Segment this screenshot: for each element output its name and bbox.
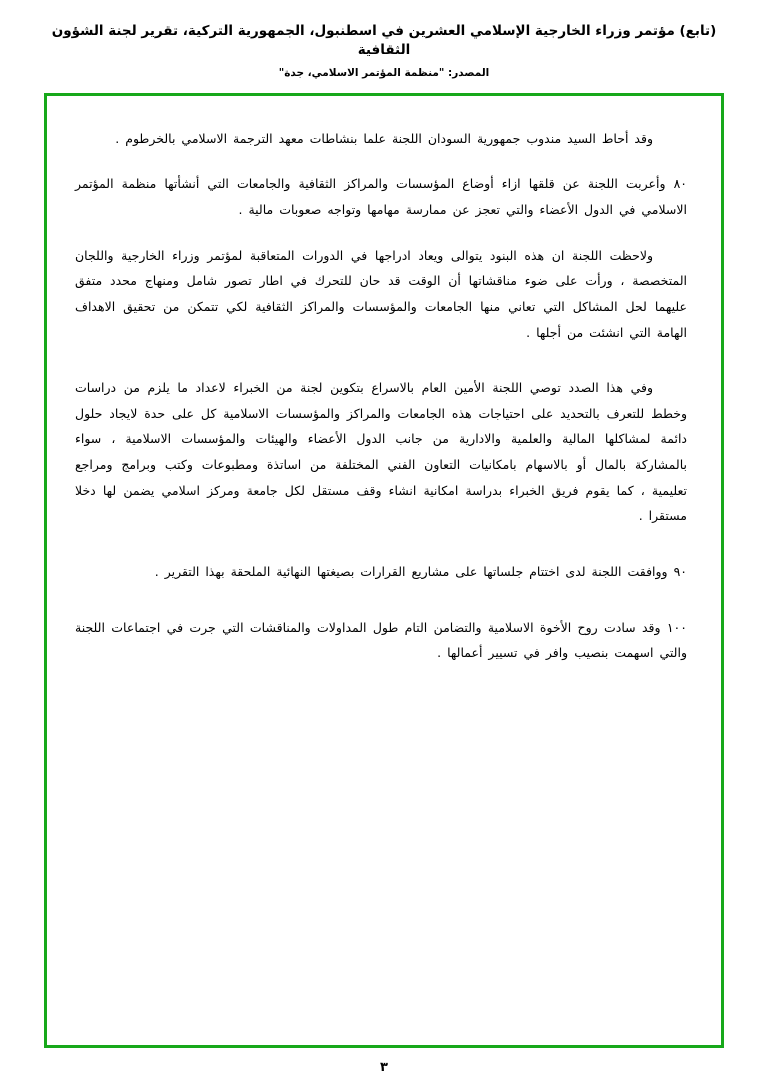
paragraph: ١٠٠ وقد سادت روح الأخوة الاسلامية والتضامن التام طول المداولات والمناقشات التي جرت في اجتماعات اللجنة والتي اسهمت بنصيب وافر في تسيير أعمالها . <box>75 619 687 661</box>
paragraph: ولاحظت اللجنة ان هذه البنود يتوالى ويعاد ادراجها في الدورات المتعاقبة لمؤتمر وزراء الخارجية واللجان المتخصصة ، ورأت على ضوء مناقشاتها أن الوقت قد حان للتحرك في اطار تصور شامل ومنهاج محدد متفق عليهما لحل المشاكل التي تعاني منها الجامعات والمؤسسات والمراكز الثقافية لكي تتمكن من تحقيق الاهداف الهامة التي انشئت من أجلها . <box>75 247 687 340</box>
paragraph: وفي هذا الصدد توصي اللجنة الأمين العام بالاسراع بتكوين لجنة من الخبراء لاعداد ما يلزم من دراسات وخطط للتعرف بالتحديد على احتياجات هذه الجامعات والمراكز والمؤسسات الاسلامية كل على حدة لايجاد حلول دائمة لمشاكلها المالية والعلمية والادارية من جانب الدول الأعضاء والهيئات والمؤسسات الاسلامية ، سواء بالمشاركة بالمال أو بالاسهام بامكانيات التعاون الفني المختلفة من اساتذة ومطبوعات وكتب وبرامج ومراجع تعليمية ، كما يقوم فريق الخبراء بدراسة امكانية انشاء وقف مستقل لكل جامعة ومركز اسلامي يضمن لها دخلا مستقرا . <box>75 380 687 524</box>
page-title: (تابع) مؤتمر وزراء الخارجية الإسلامي العشرين في اسطنبول، الجمهورية التركية، تقرير لجنة الشؤون الثقافية <box>51 23 717 58</box>
page-number: ٣ <box>380 1060 388 1075</box>
paragraph: ٨٠ وأعربت اللجنة عن قلقها ازاء أوضاع المؤسسات والمراكز الثقافية والجامعات التي أنشأتها منظمة المؤتمر الاسلامي في الدول الأعضاء والتي تعجز عن ممارسة مهامها وتواجه صعوبات مالية . <box>75 176 687 218</box>
bordered-content-frame <box>44 93 724 1048</box>
paragraph: ٩٠ ووافقت اللجنة لدى اختتام جلساتها على مشاريع القرارات بصيغتها النهائية الملحقة بهذا التقرير . <box>154 563 687 579</box>
paragraph: وقد أحاط السيد مندوب جمهورية السودان اللجنة علما بنشاطات معهد الترجمة الاسلامي بالخرطوم . <box>115 130 653 146</box>
document-header <box>30 22 738 79</box>
source-line: المصدر: "منظمة المؤتمر الاسلامي، جدة" <box>278 66 490 79</box>
